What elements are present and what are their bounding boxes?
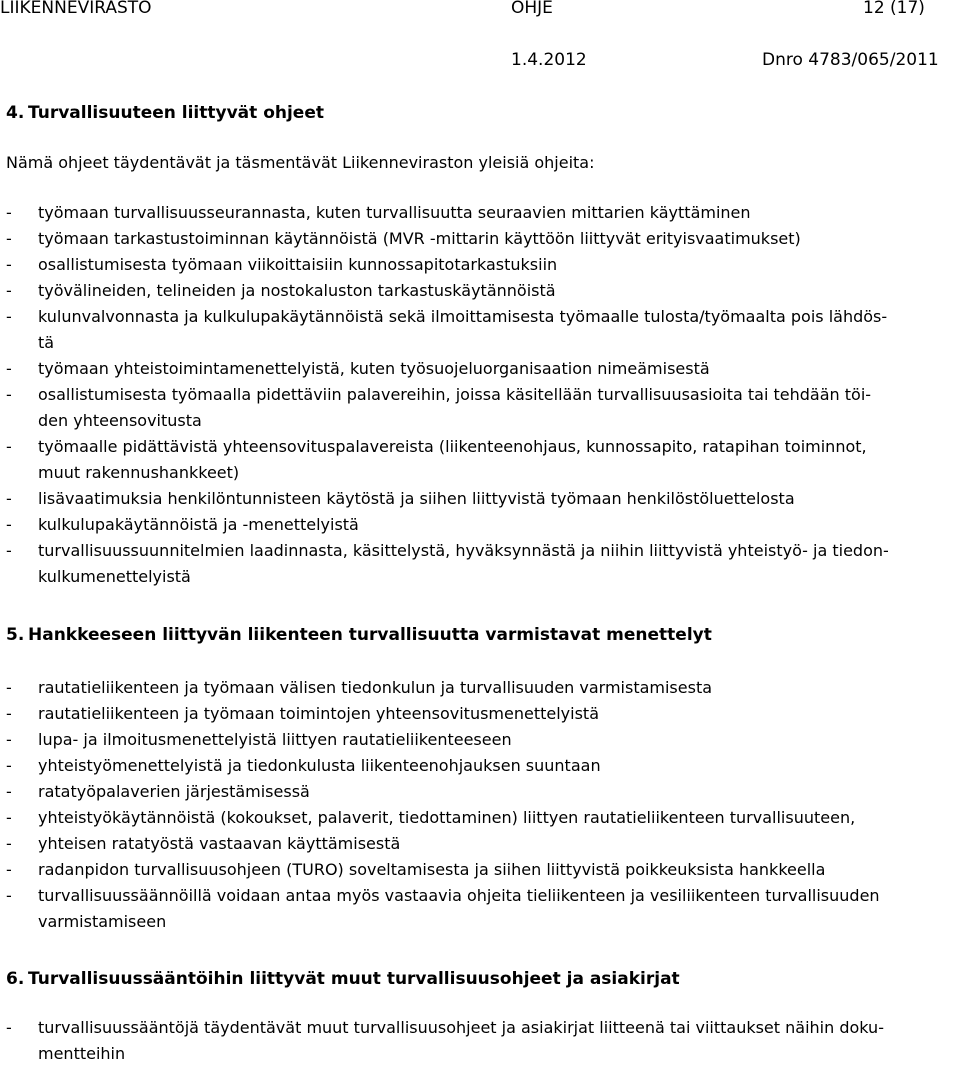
list-item-text: työmaan yhteistoimintamenettelyistä, kuten työsuojeluorganisaation nimeämisestä [38, 359, 710, 378]
list-item [0, 857, 958, 883]
list-item [0, 727, 958, 753]
header-page-number: 12 (17) [863, 0, 925, 18]
list-item-text: kulunvalvonnasta ja kulkulupakäytännöistä sekä ilmoittamisesta työmaalle tulosta/työmaalta pois lähdös- tä [38, 307, 888, 352]
list-item-text: työmaan turvallisuusseurannasta, kuten turvallisuutta seuraavien mittarien käyttäminen [38, 203, 751, 222]
bullet-dash: - [6, 541, 12, 560]
list-item-text: turvallisuussääntöjä täydentävät muut turvallisuusohjeet ja asiakirjat liitteenä tai viittaukset näihin doku- mentteihin [38, 1018, 884, 1063]
section-6-title: Turvallisuussääntöihin liittyvät muut turvallisuusohjeet ja asiakirjat [28, 969, 680, 989]
section-4-intro: Nämä ohjeet täydentävät ja täsmentävät Liikenneviraston yleisiä ohjeita: [6, 153, 595, 172]
list-item [0, 538, 958, 590]
list-item-text: turvallisuussuunnitelmien laadinnasta, käsittelystä, hyväksynnästä ja niihin liittyvistä yhteistyö- ja tiedon- kulkumenettelyistä [38, 541, 889, 586]
list-item-text: lisävaatimuksia henkilöntunnisteen käytöstä ja siihen liittyvistä työmaan henkilöstöluettelosta [38, 489, 795, 508]
list-item-text: lupa- ja ilmoitusmenettelyistä liittyen rautatieliikenteeseen [38, 730, 512, 749]
section-5-title: Hankkeeseen liittyvän liikenteen turvallisuutta varmistavat menettelyt [28, 625, 712, 645]
list-item-text: osallistumisesta työmaan viikoittaisiin kunnossapitotarkastuksiin [38, 255, 558, 274]
list-item [0, 779, 958, 805]
header-org: LIIKENNEVIRASTO [0, 0, 152, 18]
bullet-dash: - [6, 385, 12, 404]
bullet-dash: - [6, 229, 12, 248]
bullet-dash: - [6, 489, 12, 508]
list-item [0, 675, 958, 701]
list-item-text: työvälineiden, telineiden ja nostokaluston tarkastuskäytännöistä [38, 281, 556, 300]
header-dnro: Dnro 4783/065/2011 [762, 50, 939, 70]
list-item-text: yhteistyömenettelyistä ja tiedonkulusta liikenteenohjauksen suuntaan [38, 756, 601, 775]
list-item-text: työmaalle pidättävistä yhteensovituspalavereista (liikenteenohjaus, kunnossapito, ratapihan toiminnot, muut rakennushankkeet) [38, 437, 867, 482]
bullet-dash: - [6, 730, 12, 749]
list-item [0, 883, 958, 935]
list-item [0, 486, 958, 512]
section-5-list [0, 675, 958, 935]
list-item [0, 252, 958, 278]
list-item-text: radanpidon turvallisuusohjeen (TURO) soveltamisesta ja siihen liittyvistä poikkeuksista hankkeella [38, 860, 826, 879]
bullet-dash: - [6, 782, 12, 801]
list-item [0, 434, 958, 486]
list-item [0, 701, 958, 727]
list-item [0, 512, 958, 538]
list-item-text: turvallisuussäännöillä voidaan antaa myös vastaavia ohjeita tieliikenteen ja vesiliikenteen turvallisuuden varmistamiseen [38, 886, 880, 931]
list-item-text: yhteisen ratatyöstä vastaavan käyttämisestä [38, 834, 401, 853]
bullet-dash: - [6, 860, 12, 879]
bullet-dash: - [6, 808, 12, 827]
section-6-number: 6. [6, 969, 25, 989]
bullet-dash: - [6, 437, 12, 456]
list-item [0, 200, 958, 226]
list-item [0, 356, 958, 382]
list-item [0, 831, 958, 857]
section-4-title: Turvallisuuteen liittyvät ohjeet [28, 103, 324, 123]
section-4-heading [6, 100, 324, 126]
list-item [0, 382, 958, 434]
bullet-dash: - [6, 834, 12, 853]
section-5-number: 5. [6, 625, 25, 645]
bullet-dash: - [6, 1018, 12, 1037]
header-doc-type: OHJE [511, 0, 553, 18]
section-6-list [0, 1015, 958, 1067]
bullet-dash: - [6, 359, 12, 378]
list-item [0, 753, 958, 779]
bullet-dash: - [6, 281, 12, 300]
bullet-dash: - [6, 678, 12, 697]
bullet-dash: - [6, 704, 12, 723]
list-item-text: rautatieliikenteen ja työmaan toimintojen yhteensovitusmenettelyistä [38, 704, 599, 723]
bullet-dash: - [6, 886, 12, 905]
section-4-list [0, 200, 958, 590]
section-4-number: 4. [6, 103, 25, 123]
bullet-dash: - [6, 255, 12, 274]
bullet-dash: - [6, 307, 12, 326]
bullet-dash: - [6, 756, 12, 775]
bullet-dash: - [6, 203, 12, 222]
list-item [0, 304, 958, 356]
list-item [0, 1015, 958, 1067]
section-6-heading [6, 966, 680, 992]
list-item-text: yhteistyökäytännöistä (kokoukset, palaverit, tiedottaminen) liittyen rautatieliikenteen turvallisuuteen, [38, 808, 856, 827]
list-item [0, 226, 958, 252]
list-item-text: ratatyöpalaverien järjestämisessä [38, 782, 310, 801]
section-5-heading [6, 622, 712, 648]
list-item-text: kulkulupakäytännöistä ja -menettelyistä [38, 515, 359, 534]
list-item-text: työmaan tarkastustoiminnan käytännöistä (MVR -mittarin käyttöön liittyvät erityisvaatimukset) [38, 229, 801, 248]
list-item-text: rautatieliikenteen ja työmaan välisen tiedonkulun ja turvallisuuden varmistamisesta [38, 678, 713, 697]
list-item [0, 278, 958, 304]
header-date: 1.4.2012 [511, 50, 587, 70]
bullet-dash: - [6, 515, 12, 534]
list-item [0, 805, 958, 831]
list-item-text: osallistumisesta työmaalla pidettäviin palavereihin, joissa käsitellään turvallisuusasioita tai tehdään töi- den yhteensovitusta [38, 385, 872, 430]
